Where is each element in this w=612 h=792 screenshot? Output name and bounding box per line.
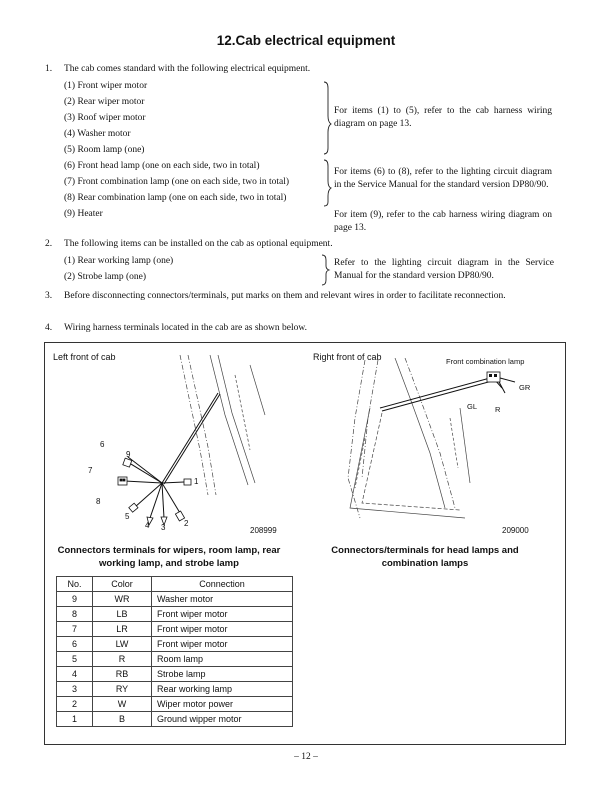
cell-connection: Rear working lamp — [152, 682, 293, 697]
list-item: (4) Washer motor — [64, 129, 131, 139]
cell-color: LB — [93, 607, 152, 622]
cell-no: 4 — [57, 667, 93, 682]
left-cab-diagram — [50, 355, 300, 535]
table-row — [57, 607, 293, 622]
cell-color: LW — [93, 637, 152, 652]
table-row — [57, 652, 293, 667]
section-intro: The following items can be installed on the cab as optional equipment. — [64, 239, 333, 249]
column-header: No. — [57, 577, 93, 592]
list-item: (9) Heater — [64, 209, 103, 219]
callout-6: 6 — [100, 440, 105, 449]
cell-no: 2 — [57, 697, 93, 712]
connector-table — [56, 576, 293, 727]
note-items-1-5: For items (1) to (5), refer to the cab harness wiring diagram on page 13. — [334, 106, 552, 129]
list-item: (2) Strobe lamp (one) — [64, 272, 147, 282]
list-item: (8) Rear combination lamp (one on each side, two in total) — [64, 193, 287, 203]
cell-color: B — [93, 712, 152, 727]
section-number: 3. — [45, 291, 53, 301]
table-row — [57, 667, 293, 682]
cell-no: 3 — [57, 682, 93, 697]
section-intro: The cab comes standard with the following electrical equipment. — [64, 64, 311, 74]
list-item: (6) Front head lamp (one on each side, two in total) — [64, 161, 260, 171]
connector-9 — [123, 458, 132, 467]
wire-label-r: R — [495, 405, 501, 414]
cell-connection: Front wiper motor — [152, 622, 293, 637]
table-row — [57, 637, 293, 652]
list-item: (1) Rear working lamp (one) — [64, 256, 174, 266]
figure-code-left: 208999 — [250, 526, 277, 535]
callout-8: 8 — [96, 497, 101, 506]
left-figure-caption: Connectors terminals for wipers, room lamp, rear working lamp, and strobe lamp — [57, 545, 281, 569]
list-item: (1) Front wiper motor — [64, 81, 148, 91]
cell-no: 7 — [57, 622, 93, 637]
list-item: (7) Front combination lamp (one on each side, two in total) — [64, 177, 290, 187]
front-combination-lamp-label: Front combination lamp — [446, 357, 525, 366]
cell-connection: Wiper motor power — [152, 697, 293, 712]
cell-connection: Front wiper motor — [152, 607, 293, 622]
wire-6 — [128, 457, 162, 483]
section-3 — [0, 290, 612, 316]
connector-7-8 — [118, 477, 127, 485]
column-header: Color — [93, 577, 152, 592]
figure-code-right: 209000 — [502, 526, 529, 535]
section-number: 1. — [45, 64, 53, 74]
table-row — [57, 622, 293, 637]
section-text: Wiring harness terminals located in the cab are as shown below. — [64, 323, 308, 333]
table-row — [57, 592, 293, 607]
connector-1 — [184, 479, 191, 485]
section-4 — [0, 322, 612, 334]
callout-2: 2 — [184, 519, 189, 528]
table-row — [57, 697, 293, 712]
cell-no: 1 — [57, 712, 93, 727]
wire-3 — [162, 483, 164, 518]
wire-label-gr: GR — [519, 383, 531, 392]
wire-7 — [124, 481, 162, 483]
wire-label-gl: GL — [467, 402, 478, 411]
cell-color: LR — [93, 622, 152, 637]
table-header-row — [57, 577, 293, 592]
callout-1: 1 — [194, 477, 199, 486]
cell-connection: Ground wipper motor — [152, 712, 293, 727]
harness-main-wire — [162, 393, 218, 483]
cell-color: R — [93, 652, 152, 667]
column-header: Connection — [152, 577, 293, 592]
table-row — [57, 682, 293, 697]
cell-color: RB — [93, 667, 152, 682]
callout-3: 3 — [161, 523, 166, 532]
cell-color: W — [93, 697, 152, 712]
brace-optional — [318, 253, 332, 287]
note-item-9: For item (9), refer to the cab harness wiring diagram on page 13. — [334, 210, 552, 233]
cell-no: 6 — [57, 637, 93, 652]
cell-connection: Washer motor — [152, 592, 293, 607]
callout-7: 7 — [88, 466, 93, 475]
list-item: (3) Roof wiper motor — [64, 113, 146, 123]
connector-5 — [129, 503, 138, 512]
section-number: 4. — [45, 323, 53, 333]
brace-6-8 — [324, 160, 331, 206]
wire-gr — [500, 378, 515, 382]
left-figure-label: Left front of cab — [53, 352, 116, 362]
note-optional: Refer to the lighting circuit diagram in the Service Manual for the standard version DP80/90. — [334, 258, 554, 281]
section-text: Before disconnecting connectors/terminals, put marks on them and relevant wires in order to facilitate reconnection. — [64, 291, 506, 301]
right-figure-caption: Connectors/terminals for head lamps and combination lamps — [331, 545, 519, 569]
brace-group — [318, 78, 334, 208]
section-number: 2. — [45, 239, 53, 249]
list-item: (5) Room lamp (one) — [64, 145, 145, 155]
wire-2 — [162, 483, 180, 513]
cell-no: 5 — [57, 652, 93, 667]
cell-color: WR — [93, 592, 152, 607]
cell-connection: Room lamp — [152, 652, 293, 667]
cell-no: 8 — [57, 607, 93, 622]
table-row — [57, 712, 293, 727]
section-2-heading — [0, 238, 612, 250]
section-1-heading — [0, 63, 612, 75]
note-items-6-8: For items (6) to (8), refer to the lighting circuit diagram in the Service Manual for the standard version DP80/90. — [334, 167, 552, 190]
combination-lamp-connector — [487, 372, 500, 382]
callout-4: 4 — [145, 521, 150, 530]
cell-no: 9 — [57, 592, 93, 607]
cell-color: RY — [93, 682, 152, 697]
page-number: – 12 – — [294, 752, 318, 762]
right-figure-label: Right front of cab — [313, 352, 382, 362]
page-title: 12.Cab electrical equipment — [216, 33, 396, 48]
callout-9: 9 — [126, 450, 131, 459]
brace-1-5 — [324, 82, 331, 154]
list-item: (2) Rear wiper motor — [64, 97, 145, 107]
callout-5: 5 — [125, 512, 130, 521]
cell-connection: Strobe lamp — [152, 667, 293, 682]
cell-connection: Front wiper motor — [152, 637, 293, 652]
